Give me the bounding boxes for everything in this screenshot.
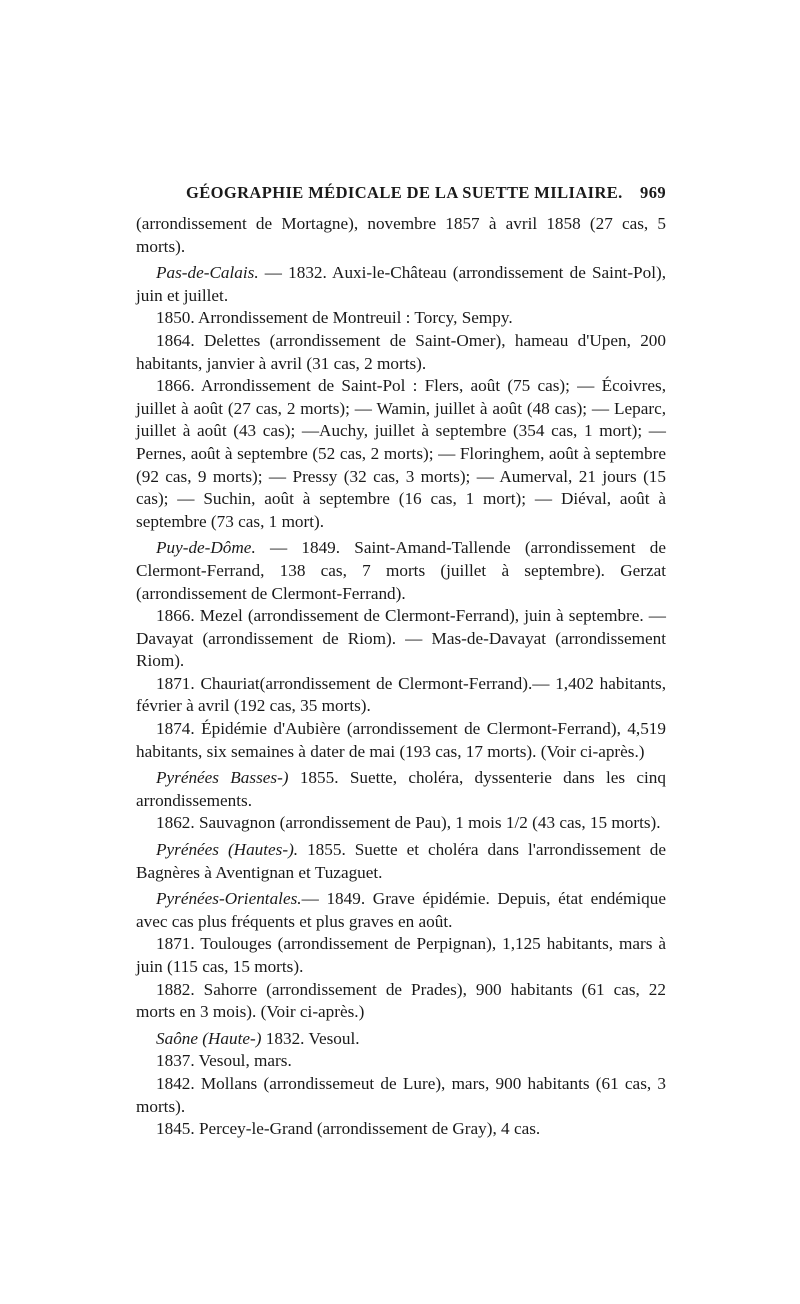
paragraph-text: 1866. Arrondissement de Saint-Pol : Flers, août (75 cas); — Écoivres, juillet à août (27 cas, 2 morts); — Wamin, juillet à août (48 cas); — Leparc, juillet à août (43 cas); —Auchy, juillet à septembre (354 cas, 1 mort); — Pernes, août à septembre (52 cas, 2 morts); — Floringhem, août à septembre (92 cas, 9 morts); — Pressy (32 cas, 3 morts); — Aumerval, 21 jours (15 cas); — Suchin, août à septembre (16 cas, 1 mort); — Diéval, août à septembre (73 cas, 1 mort).: [136, 376, 666, 531]
paragraph: [136, 839, 666, 884]
paragraph-text: 1866. Mezel (arrondissement de Clermont-Ferrand), juin à septembre. — Davayat (arrondissement de Riom). — Mas-de-Davayat (arrondissement Riom).: [136, 606, 666, 671]
paragraph-text: — 1832. Auxi-le-Château (arrondissement de Saint-Pol), juin et juillet.: [136, 263, 666, 305]
paragraph-text: 1871. Chauriat(arrondissement de Clermont-Ferrand).— 1,402 habitants, février à avril (192 cas, 35 morts).: [136, 673, 666, 716]
paragraph-text: 1874. Épidémie d'Aubière (arrondissement de Clermont-Ferrand), 4,519 habitants, six semaines à dater de mai (193 cas, 17 morts). (Voir ci-après.): [136, 719, 666, 761]
paragraph-text: (arrondissement de Mortagne), novembre 1857 à avril 1858 (27 cas, 5 morts).: [136, 214, 666, 256]
paragraph: [136, 812, 666, 835]
department-name: Pyrénées Basses-): [156, 768, 289, 788]
paragraph: [136, 767, 666, 812]
paragraph-text: 1837. Vesoul, mars.: [156, 1051, 292, 1071]
paragraph-text: — 1849. Grave épidémie. Depuis, état endémique avec cas plus fréquents et plus graves en août.: [136, 889, 666, 931]
paragraph: [136, 605, 666, 673]
paragraph-text: — 1849. Saint-Amand-Tallende (arrondissement de Clermont-Ferrand, 138 cas, 7 morts (juillet à septembre). Gerzat (arrondissement de Clermont-Ferrand).: [136, 538, 666, 603]
paragraph-text: 1882. Sahorre (arrondissement de Prades), 900 habitants (61 cas, 22 morts en 3 mois). (Voir ci-après.): [136, 979, 666, 1022]
paragraph-text: 1871. Toulouges (arrondissement de Perpignan), 1,125 habitants, mars à juin (115 cas, 15 morts).: [136, 934, 666, 976]
paragraph-text: 1850. Arrondissement de Montreuil : Torcy, Sempy.: [156, 308, 513, 328]
paragraph: [136, 888, 666, 933]
paragraph: [136, 1028, 666, 1051]
paragraph-text: 1832. Vesoul.: [261, 1028, 360, 1048]
department-name: Saône (Haute-): [156, 1028, 262, 1048]
paragraph-text: 1842. Mollans (arrondissemeut de Lure), mars, 900 habitants (61 cas, 3 morts).: [136, 1073, 666, 1116]
paragraph-text: 1845. Percey-le-Grand (arrondissement de Gray), 4 cas.: [156, 1119, 541, 1139]
running-title: GÉOGRAPHIE MÉDICALE DE LA SUETTE MILIAIRE.: [186, 183, 623, 202]
paragraph-text: 1855. Suette et choléra dans l'arrondissement de Bagnères à Aventignan et Tuzaguet.: [136, 840, 666, 882]
paragraph-text: 1864. Delettes (arrondissement de Saint-Omer), hameau d'Upen, 200 habitants, janvier à avril (31 cas, 2 morts).: [136, 330, 666, 373]
paragraph: [136, 213, 666, 258]
paragraph: [136, 673, 666, 718]
department-name: Pas-de-Calais.: [156, 263, 259, 283]
paragraph-text: 1862. Sauvagnon (arrondissement de Pau), 1 mois 1/2 (43 cas, 15 morts).: [156, 813, 661, 833]
paragraph: [136, 307, 666, 330]
paragraph: [136, 537, 666, 605]
paragraph: [136, 1073, 666, 1118]
department-name: Puy-de-Dôme.: [156, 538, 256, 558]
department-name: Pyrénées-Orientales.: [156, 889, 302, 909]
paragraph: [136, 1118, 666, 1141]
body-text: [136, 213, 666, 1141]
paragraph: [136, 375, 666, 533]
paragraph: [136, 979, 666, 1024]
paragraph: [136, 933, 666, 978]
paragraph: [136, 262, 666, 307]
department-name: Pyrénées (Hautes-).: [156, 840, 299, 860]
paragraph: [136, 718, 666, 763]
page-number: 969: [640, 183, 666, 202]
paragraph-text: 1855. Suette, choléra, dyssenterie dans les cinq arrondissements.: [136, 768, 666, 810]
paragraph: [136, 1050, 666, 1073]
paragraph: [136, 330, 666, 375]
